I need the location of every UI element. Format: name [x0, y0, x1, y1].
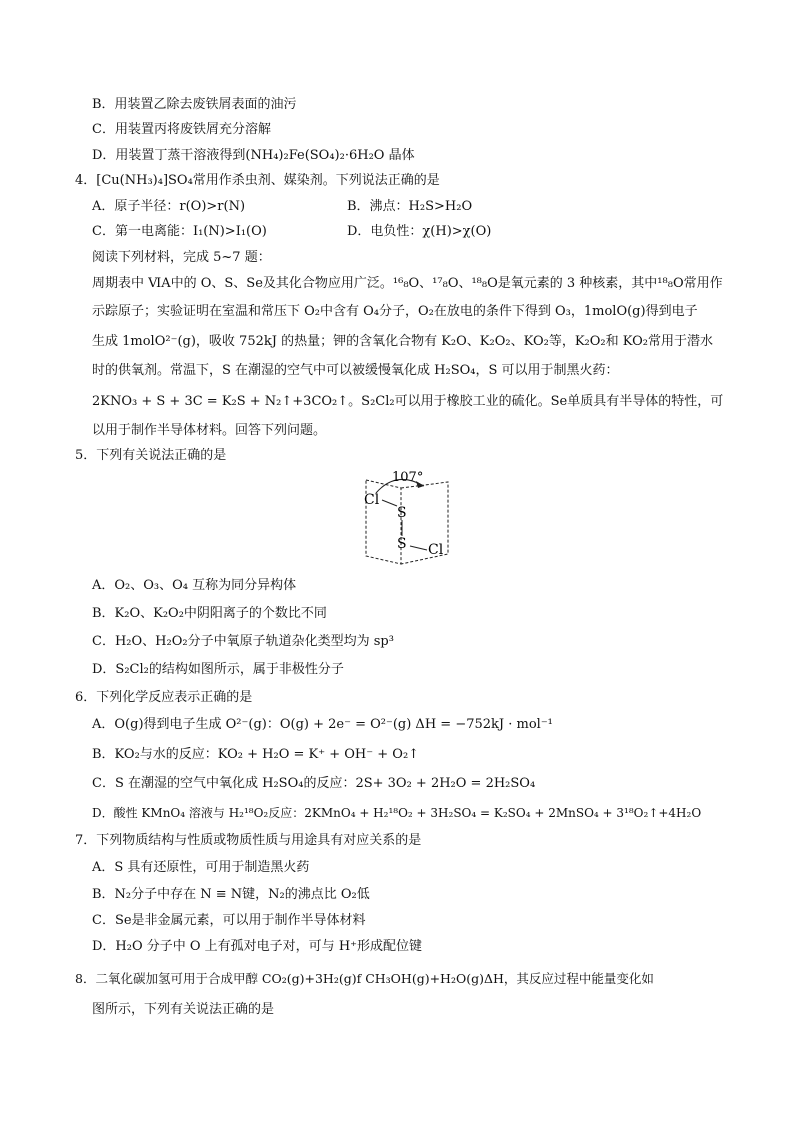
- q6-stem: 6．下列化学反应表示正确的是: [75, 690, 253, 705]
- q7-option-d: D．H₂O 分子中 O 上有孤对电子对，可与 H⁺形成配位键: [92, 939, 423, 954]
- q5-stem: 5．下列有关说法正确的是: [75, 448, 227, 463]
- q6-option-b: B．KO₂与水的反应：KO₂ + H₂O = K⁺ + OH⁻ + O₂↑: [92, 747, 420, 762]
- reading-line-2: 示踪原子；实验证明在室温和常压下 O₂中含有 O₄分子，O₂在放电的条件下得到 O₃，1molO(g)得到电子: [92, 304, 698, 319]
- q5-option-c: C．H₂O、H₂O₂分子中氧原子轨道杂化类型均为 sp³: [92, 634, 394, 649]
- bond-cl-s-top: [382, 500, 397, 506]
- q3-option-c: C．用装置丙将废铁屑充分溶解: [92, 122, 271, 137]
- bond-s-cl-bottom: [410, 546, 427, 550]
- q4-option-b: B．沸点：H₂S>H₂O: [347, 199, 473, 214]
- atom-s-top: S: [397, 505, 407, 521]
- reading-line-4: 时的供氧剂。常温下，S 在潮湿的空气中可以被缓慢氧化成 H₂SO₄，S 可以用于制黑火药：: [92, 363, 619, 378]
- reading-line-1: 周期表中 ⅥA中的 O、S、Se及其化合物应用广泛。¹⁶₈O、¹⁷₈O、¹⁸₈O是氧元素的 3 种核素，其中¹⁸₈O常用作: [92, 276, 723, 291]
- q4-options-row2: [92, 223, 742, 241]
- q4-option-a: A．原子半径：r(O)>r(N): [92, 199, 246, 214]
- q5-option-b: B．K₂O、K₂O₂中阴阳离子的个数比不同: [92, 606, 327, 621]
- q7-option-a: A．S 具有还原性，可用于制造黑火药: [92, 860, 310, 875]
- q4-option-c: C．第一电离能：I₁(N)>I₁(O): [92, 224, 267, 239]
- q6-option-d: D．酸性 KMnO₄ 溶液与 H₂¹⁸O₂反应：2KMnO₄ + H₂¹⁸O₂ + 3H₂SO₄ = K₂SO₄ + 2MnSO₄ + 3¹⁸O₂↑+4H₂O: [92, 806, 702, 820]
- q5-option-a: A．O₂、O₃、O₄ 互称为同分异构体: [92, 578, 297, 593]
- reading-line-5: 2KNO₃ + S + 3C = K₂S + N₂↑+3CO₂↑。S₂Cl₂可以用于橡胶工业的硫化。Se单质具有半导体的特性，可: [92, 394, 724, 409]
- q8-stem-line1: 8．二氧化碳加氢可用于合成甲醇 CO₂(g)+3H₂(g)f CH₃OH(g)+H₂O(g)ΔH，其反应过程中能量变化如: [75, 971, 654, 986]
- s2cl2-structure-figure: [352, 466, 467, 572]
- q6-option-c: C．S 在潮湿的空气中氧化成 H₂SO₄的反应：2S+ 3O₂ + 2H₂O = 2H₂SO₄: [92, 776, 536, 791]
- q6-option-a: A．O(g)得到电子生成 O²⁻(g)：O(g) + 2e⁻ = O²⁻(g) ΔH = −752kJ · mol⁻¹: [92, 717, 553, 732]
- q7-option-b: B．N₂分子中存在 N ≡ N键，N₂的沸点比 O₂低: [92, 887, 370, 902]
- atom-cl-bottom: Cl: [428, 542, 444, 558]
- q4-option-d: D．电负性：χ(H)>χ(O): [347, 224, 492, 239]
- atom-cl-top: Cl: [364, 492, 380, 508]
- q8-stem-line2: 图所示，下列有关说法正确的是: [92, 1002, 275, 1017]
- q4-stem: 4．[Cu(NH₃)₄]SO₄常用作杀虫剂、媒染剂。下列说法正确的是: [75, 173, 440, 188]
- q7-stem: 7．下列物质结构与性质或物质性质与用途具有对应关系的是: [75, 833, 422, 848]
- q3-option-b: B．用装置乙除去废铁屑表面的油污: [92, 97, 297, 112]
- q7-option-c: C．Se是非金属元素，可以用于制作半导体材料: [92, 913, 366, 928]
- reading-line-6: 以用于制作半导体材料。回答下列问题。: [92, 423, 327, 438]
- atom-s-bottom: S: [397, 536, 407, 552]
- angle-label: 107°: [392, 470, 424, 485]
- q3-option-d: D．用装置丁蒸干溶液得到(NH₄)₂Fe(SO₄)₂·6H₂O 晶体: [92, 148, 415, 163]
- reading-intro: 阅读下列材料，完成 5~7 题：: [92, 250, 271, 265]
- reading-line-3: 生成 1molO²⁻(g)，吸收 752kJ 的热量；钾的含氧化合物有 K₂O、K₂O₂、KO₂等，K₂O₂和 KO₂常用于潜水: [92, 334, 713, 349]
- q4-options-row1: [92, 198, 742, 216]
- q5-option-d: D．S₂Cl₂的结构如图所示，属于非极性分子: [92, 662, 344, 677]
